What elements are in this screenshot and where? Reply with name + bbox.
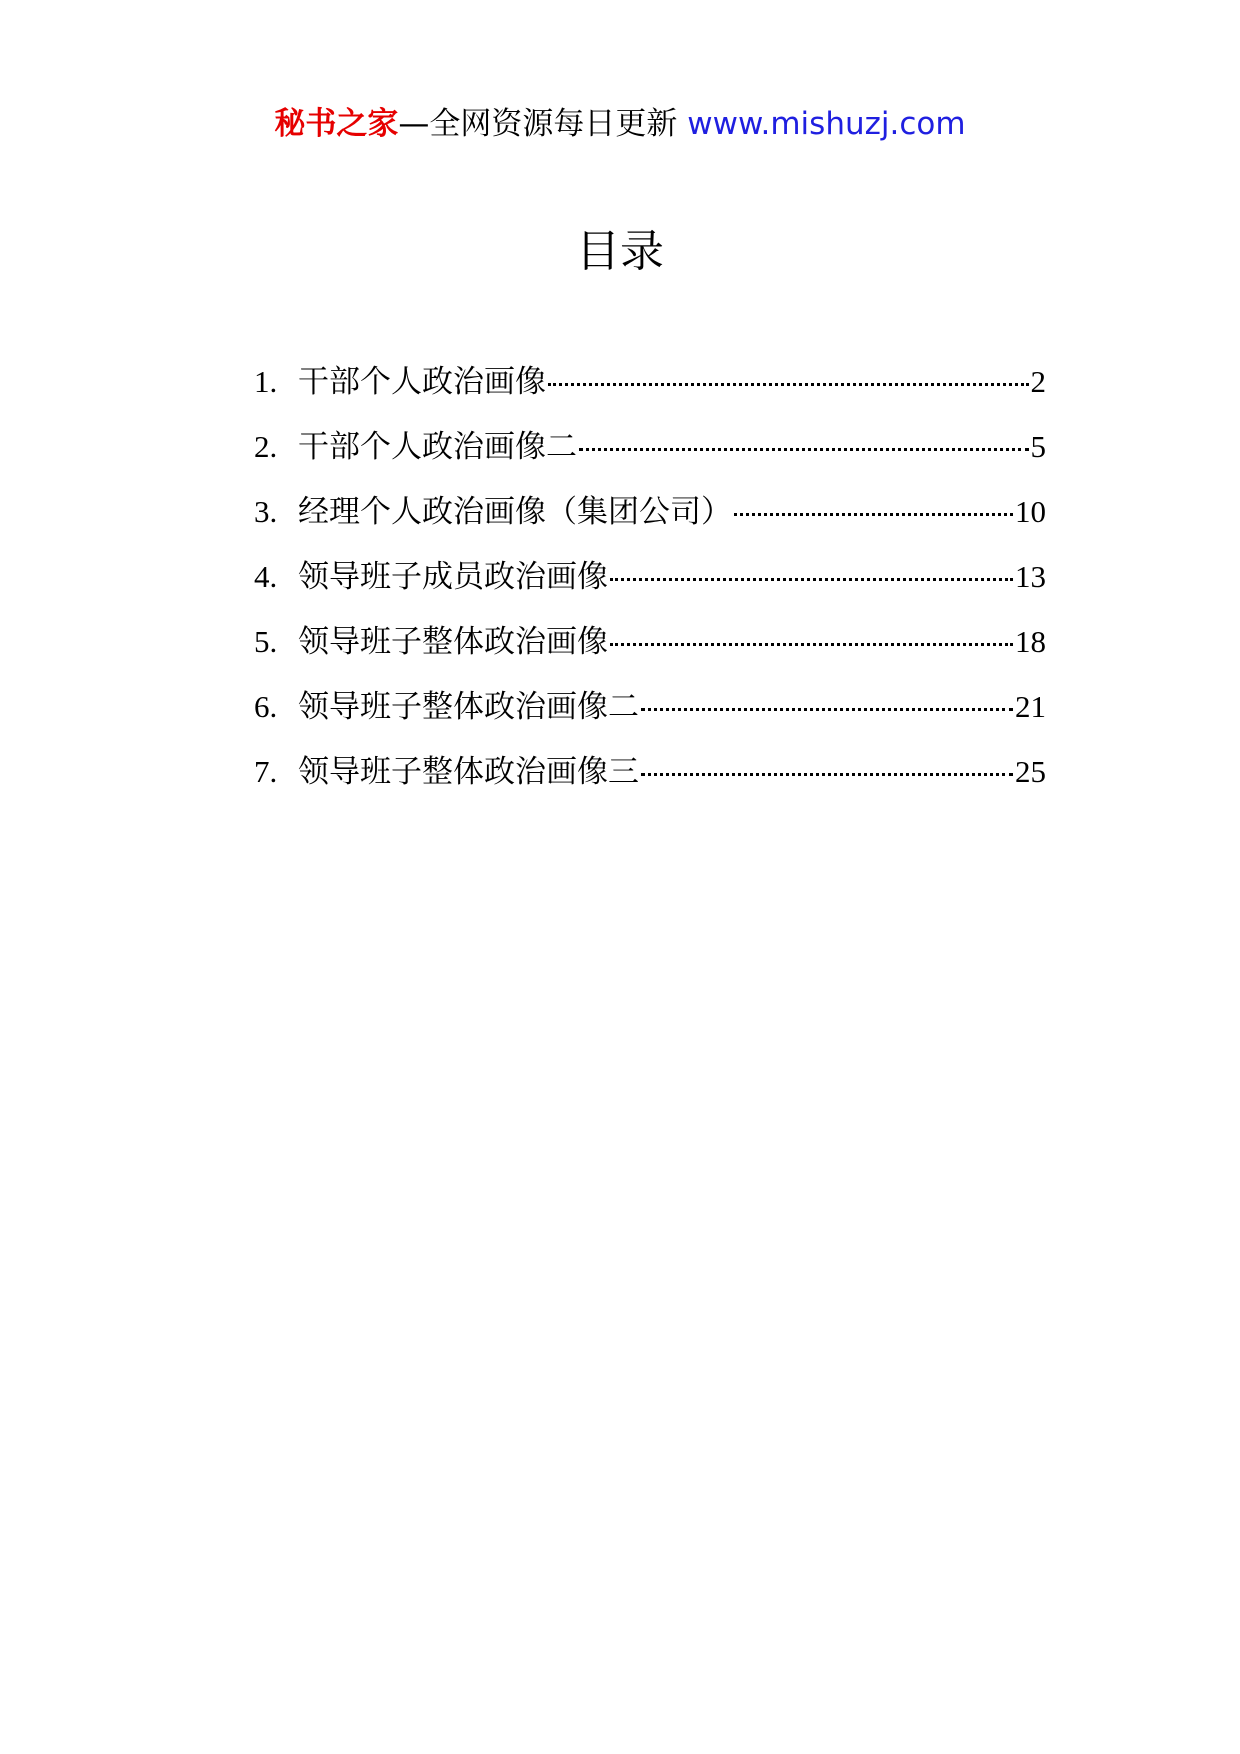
toc-entry-3[interactable] — [254, 490, 1046, 555]
toc-entry-6[interactable] — [254, 685, 1046, 750]
toc-entry-title: 领导班子整体政治画像 — [298, 624, 608, 660]
table-of-contents — [254, 360, 1046, 815]
toc-dot-leader — [734, 513, 1013, 516]
toc-entry-page: 10 — [1015, 494, 1046, 529]
toc-entry-title: 干部个人政治画像二 — [298, 429, 577, 465]
toc-entry-title: 领导班子整体政治画像三 — [298, 754, 639, 790]
toc-entry-page: 25 — [1015, 754, 1046, 789]
toc-dot-leader — [579, 448, 1029, 451]
toc-entry-page: 18 — [1015, 624, 1046, 659]
page-title: 目录 — [576, 226, 664, 277]
toc-entry-page: 13 — [1015, 559, 1046, 594]
toc-dot-leader — [610, 643, 1013, 646]
toc-entry-number: 2. — [254, 429, 278, 464]
toc-entry-7[interactable] — [254, 750, 1046, 815]
toc-entry-1[interactable] — [254, 360, 1046, 425]
toc-entry-number: 5. — [254, 624, 278, 659]
toc-entry-title: 经理个人政治画像（集团公司） — [298, 494, 732, 530]
toc-dot-leader — [548, 383, 1029, 386]
toc-entry-5[interactable] — [254, 620, 1046, 685]
page-header — [0, 100, 1240, 148]
toc-entry-page: 21 — [1015, 689, 1046, 724]
toc-dot-leader — [610, 578, 1013, 581]
toc-entry-title: 领导班子成员政治画像 — [298, 559, 608, 595]
toc-entry-number: 1. — [254, 364, 278, 399]
toc-entry-2[interactable] — [254, 425, 1046, 490]
toc-entry-number: 3. — [254, 494, 278, 529]
toc-entry-title: 领导班子整体政治画像二 — [298, 689, 639, 725]
toc-entry-number: 6. — [254, 689, 278, 724]
toc-dot-leader — [641, 773, 1013, 776]
toc-entry-number: 7. — [254, 754, 278, 789]
header-tagline: —全网资源每日更新 — [398, 106, 678, 142]
toc-dot-leader — [641, 708, 1013, 711]
brand-name: 秘书之家 — [274, 106, 399, 142]
toc-entry-page: 2 — [1030, 364, 1046, 399]
toc-entry-page: 5 — [1030, 429, 1046, 464]
toc-entry-4[interactable] — [254, 555, 1046, 620]
toc-entry-title: 干部个人政治画像 — [298, 364, 546, 400]
website-link[interactable]: www.mishuzj.com — [687, 106, 966, 142]
toc-entry-number: 4. — [254, 559, 278, 594]
